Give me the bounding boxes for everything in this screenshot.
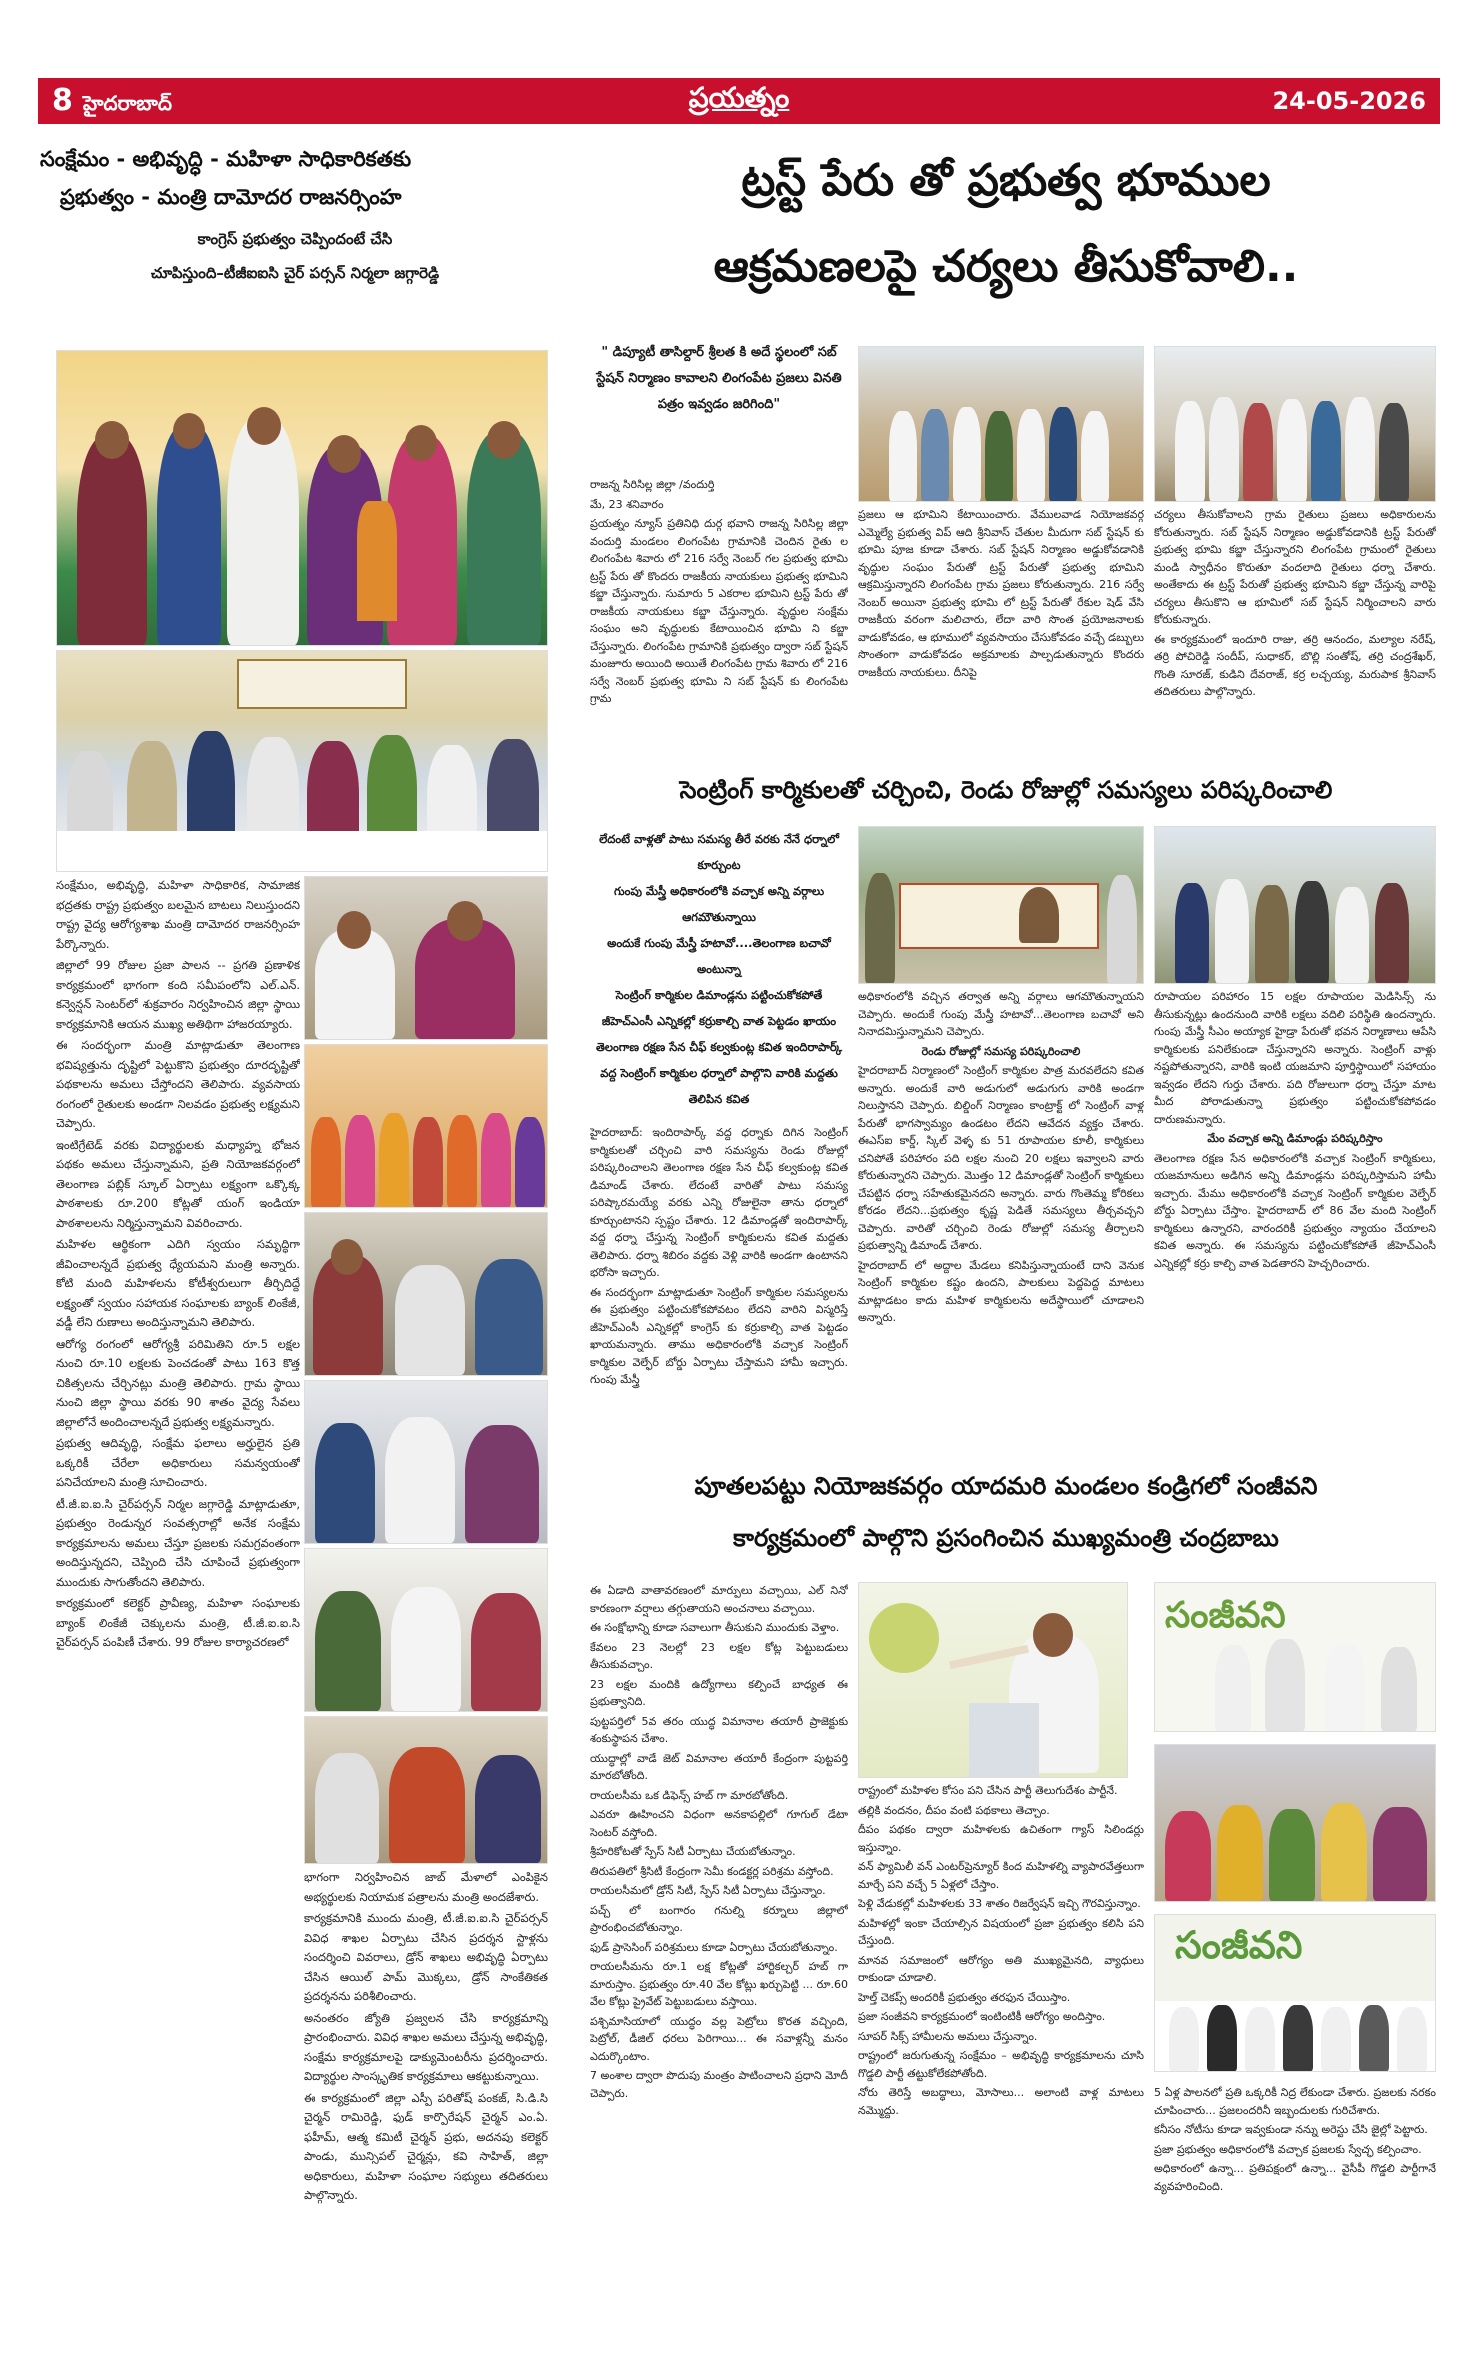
trust-col3 xyxy=(1154,506,1436,746)
paragraph: రాయలసీమ ఒక డిఫెన్స్ హబ్ గా మారబోతోంది. xyxy=(590,1788,789,1802)
paragraph: సూపర్ సిక్స్ హామీలను అమలు చేస్తున్నాం. xyxy=(858,2029,1038,2043)
photo-trust-petition-2 xyxy=(1154,346,1436,502)
trust-headline-line1: ట్రస్ట్ పేరు తో ప్రభుత్వ భూముల xyxy=(741,155,1271,206)
trust-headline xyxy=(576,138,1436,318)
paragraph: అనంతరం జ్యోతి ప్రజ్వలన చేసి కార్యక్రమాన్ని ప్రారంభించారు. వివిధ శాఖల అమలు చేస్తున్న అభివృద్ధి, సంక్షేమ కార్యక్రమాలపై డాక్యుమెంటరీను ప్రదర్శించారు. విద్యార్థుల సాంస్కృతిక కార్యక్రమాలు ఆకట్టుకున్నాయి. xyxy=(304,2010,548,2083)
photo-trust-petition-1 xyxy=(858,346,1144,502)
paragraph: ఈ సందర్భంగా మాట్లాడుతూ సెంట్రింగ్ కార్మికుల సమస్యలను ఈ ప్రభుత్వం పట్టించుకోకపోవటం లేదని వారిని విస్మరిస్తే జీహెచ్ఎంసీ ఎన్నికల్లో కాంగ్రెస్ కు కర్రుకాల్చి వాత పెట్టడం ఖాయమన్నారు. తాము అధికారంలోకి వచ్చాక సెంట్రింగ్ కార్మికుల వెల్ఫేర్ బోర్డు ఏర్పాటు చేస్తామని హామీ ఇచ్చారు. గుంపు మేస్త్రీ xyxy=(590,1285,848,1386)
left-story-col2 xyxy=(304,1868,548,2286)
paragraph: తెలంగాణ రక్షణ సేన అధికారంలోకి వచ్చాక సెంట్రింగ్ కార్మికులు, యజమానులు అడిగిన అన్ని డిమాండ్లను పరిష్కరిస్తామని హామీ ఇచ్చారు. మేము అధికారంలోకి వచ్చాక సెంట్రింగ్ కార్మికుల వెల్ఫేర్ బోర్డు ఏర్పాటు చేస్తాం. హైదరాబాద్ లో 86 వేల మంది సెంట్రింగ్ కార్మికులు ఉన్నారని, వారందరికీ ప్రభుత్వం న్యాయం చేయాలని కవిత అన్నారు. ఈ సమస్యను పట్టించుకోకపోతే జీహెచ్ఎంసీ ఎన్నికల్లో కర్రు కాల్చి వాత పెడతారని హెచ్చరించారు. xyxy=(1154,1151,1436,1270)
photo-stack-3 xyxy=(304,1212,548,1376)
photo-lamp-lighting xyxy=(56,350,548,646)
paragraph: 7 అంశాల ద్వారా పొదుపు మంత్రం పాటించాలని ప్రధాని మోదీ చెప్పారు. xyxy=(590,2069,848,2100)
paragraph: అధికారంలోకి వచ్చిన తర్వాత అన్ని వర్గాలు ఆగమౌతున్నాయని చెప్పారు. అందుకే గుంపు మేస్త్రీ హటావో...తెలంగాణ బచావో అని నినాదమిస్తున్నామని చెప్పారు. xyxy=(858,990,1144,1038)
cm-col2 xyxy=(858,1782,1144,2286)
paragraph: రాయలసీమను రూ.1 లక్ష కోట్లతో హార్టికల్చర్ హబ్ గా మారుస్తాం. ప్రభుత్వం రూ.40 వేల కోట్లు ఖర్చుపెట్టి ... రూ.60 వేల కోట్లు ప్రైవేట్ పెట్టుబడులు వస్తాయి. xyxy=(590,1960,848,2008)
trust-pull-quote xyxy=(590,340,848,470)
paragraph: సంక్షేమం, అభివృద్ధి, మహిళా సాధికారిక, సామాజిక భద్రతకు రాష్ట్ర ప్రభుత్వం బలమైన బాటలు నిలుస్తుందని రాష్ట్ర వైద్య ఆరోగ్యశాఖ మంత్రి దామోదర రాజనర్సింహ పేర్కొన్నారు. xyxy=(56,878,300,951)
paragraph: శ్రీహరికోటతో స్పేస్ సిటీ ఏర్పాటు చేయబోతున్నాం. xyxy=(590,1845,796,1858)
paragraph: యుద్ధాల్లో వాడే జెట్ విమానాల తయారీ కేంద్రంగా పుట్టపర్తి మారబోతోంది. xyxy=(590,1751,848,1782)
paragraph: ఈ కార్యక్రమంలో జిల్లా ఎస్పీ పరితోష్ పంకజ్, సి.డి.సి చైర్మన్ రామిరెడ్డి, ఫుడ్ కార్పొరేషన్ చైర్మన్ ఎం.ఏ. ఫహీమ్, ఆత్మ కమిటీ చైర్మన్ ప్రభు, అదనపు కలెక్టర్ పాండు, మున్సిపల్ చైర్మన్లు, కవి సాహిత్, జిల్లా అధికారులు, మహిళా సంఘాల సభ్యులు తదితరులు పాల్గొన్నారు. xyxy=(304,2090,548,2202)
edition-date: 24-05-2026 xyxy=(1272,87,1426,115)
left-headline-line1: సంక్షేమం - అభివృద్ధి - మహిళా సాధికారికతకు xyxy=(40,147,412,171)
paragraph: కేవలం 23 నెలల్లో 23 లక్షల కోట్ల పెట్టుబడులు తీసుకువచ్చాం. xyxy=(590,1640,848,1671)
centering-headline xyxy=(576,766,1436,814)
paragraph: నోరు తెరిస్తే అబద్ధాలు, మోసాలు... అలాంటి వాళ్ల మాటలు నమ్మొద్దు. xyxy=(858,2086,1144,2117)
pull-quote-text: " డిప్యూటీ తాసిల్దార్ శ్రీలత కి అదే స్థలంలో సబ్ స్టేషన్ నిర్మాణం కావాలని లింగంపేట ప్రజలు వినతి పత్రం ఇవ్వడం జరిగింది" xyxy=(596,345,842,412)
sanjeevani-banner-1: సంజీవని xyxy=(1165,1595,1286,1636)
subheading: మేం వచ్చాక అన్ని డిమాండ్లు పరిష్కరిస్తాం xyxy=(1207,1132,1383,1145)
paragraph: తిరుపతిలో శ్రీసిటీ కేంద్రంగా సెమీ కండక్టర్ల పరిశ్రమ వస్తోంది. xyxy=(590,1864,834,1878)
left-story-col1 xyxy=(56,876,300,2286)
trust-col2 xyxy=(858,506,1144,746)
paragraph: మహిళల ఆర్థికంగా ఎదిగి స్వయం సమృద్ధిగా జీవించాలన్నదే ప్రభుత్వ ధ్యేయమని మంత్రి అన్నారు. కోటి మంది మహిళలను కోటీశ్వరులుగా తీర్చిదిద్దే లక్ష్యంతో స్వయం సహాయక సంఘాలకు బ్యాంక్ లింకేజీ, వడ్డీ లేని రుణాలు అందిస్తున్నామని తెలిపారు. xyxy=(56,1237,300,1329)
highlight-item: అందుకే గుంపు మేస్త్రీ హటావో....తెలంగాణ బచావో అంటున్నా xyxy=(607,936,831,976)
photo-cm-stage xyxy=(1154,1582,1436,1732)
left-subhead-line2: చూపిస్తుంది–టీజీఐఐసి చైర్ పర్సన్ నిర్మలా జగ్గారెడ్డి xyxy=(150,264,440,282)
photo-cm-speech xyxy=(858,1582,1128,1778)
centering-headline-text: సెంట్రింగ్ కార్మికులతో చర్చించి, రెండు రోజుల్లో సమస్యలు పరిష్కరించాలి xyxy=(679,776,1333,804)
paragraph: 23 లక్షల మందికి ఉద్యోగాలు కల్పించే బాధ్యత ఈ ప్రభుత్వానిది. xyxy=(590,1677,848,1708)
paragraph: హైదరాబాద్ లో అద్దాల మేడలు కనిపిస్తున్నాయంటే దాని వెనుక సెంట్రింగ్ కార్మికుల కష్టం ఉందని, పాలకులు పెద్దపెద్ద మాటలు మాట్లాడటం కాదు మహిళ కార్మికులను అదేస్థాయిలో చూడాలని అన్నారు. xyxy=(858,1258,1144,1324)
trust-col1 xyxy=(590,476,848,746)
cm-col1 xyxy=(590,1582,848,2286)
left-subhead xyxy=(40,222,550,296)
paragraph: రాష్ట్రంలో మహిళల కోసం పని చేసిన పార్టీ తెలుగుదేశం పార్టీనే. xyxy=(858,1784,1118,1797)
centering-col1 xyxy=(590,1124,848,1426)
dateline-date: మే, 23 శనివారం xyxy=(590,497,664,511)
paragraph: జిల్లాలో 99 రోజుల ప్రజా పాలన -- ప్రగతి ప్రణాళిక కార్యక్రమంలో భాగంగా కంది సమీపంలోని ఎల్.ఎన్. కన్వెన్షన్ సెంటర్‌లో శుక్రవారం నిర్వహించిన జిల్లా స్థాయి కార్యక్రమానికి ఆయన ముఖ్య అతిథిగా హాజరయ్యారు. xyxy=(56,958,300,1031)
paragraph: ఆరోగ్య రంగంలో ఆరోగ్యశ్రీ పరిమితిని రూ.5 లక్షల నుంచి రూ.10 లక్షలకు పెంచడంతో పాటు 163 కొత్త చికిత్సలను చేర్చినట్లు మంత్రి తెలిపారు. గ్రామ స్థాయి నుంచి జిల్లా స్థాయి వరకు 90 శాతం వైద్య సేవలు జిల్లాలోనే అందించాలన్నదే ప్రభుత్వ లక్ష్యమన్నారు. xyxy=(56,1336,300,1429)
paragraph: రూపాయల పరిహారం 15 లక్షల రూపాయల మెడిసిన్స్ ను తీసుకున్నట్లు ఉందనుంది వారికి లక్షలు వదిలి పరిస్థితి ఉందన్నారు. గుంపు మేస్త్రీ సీఎం అయ్యాక హైడ్రా పేరుతో భవన నిర్మాణాలు ఆపేసి కార్మికులకు పనిలేకుండా చేస్తున్నారని అన్నారు. సెంట్రింగ్ వాళ్లు నష్టపోతున్నారని, వారికి ఇంటి యజమాని పూర్తిస్థాయిలో సహాయం ఇవ్వడం లేదని గుర్తు చేశారు. పది రోజులుగా ధర్నా చేస్తూ మాట మీద పోరాడుతున్నా ప్రభుత్వం పట్టించుకోకపోవడం దారుణమన్నారు. xyxy=(1154,990,1436,1126)
left-headline-line2: ప్రభుత్వం - మంత్రి దామోదర రాజనర్సింహ xyxy=(60,185,402,209)
page-number: 8 xyxy=(52,82,73,118)
left-subhead-line1: కాంగ్రెస్ ప్రభుత్వం చెప్పిందంటే చేసి xyxy=(197,230,393,248)
paragraph: ప్రజా సంజీవని కార్యక్రమంలో ఇంటింటికీ ఆరోగ్యం అందిస్తాం. xyxy=(858,2010,1106,2023)
paragraph: రాష్ట్రంలో జరుగుతున్న సంక్షేమం – అభివృద్ధి కార్యక్రమాలను చూసి గొడ్డలి పార్టీ తట్టుకోలేకపోతోంది. xyxy=(858,2049,1144,2080)
centering-col2 xyxy=(858,988,1144,1426)
photo-centering-dharna-2 xyxy=(1154,826,1436,984)
paragraph: హైదరాబాద్ నిర్మాణంలో సెంట్రింగ్ కార్మికుల పాత్ర మరవలేదని కవిత అన్నారు. అందుకే వారి అడుగులో అడుగుగు వారికి అండగా నిలుస్తానని చెప్పారు. బిల్డింగ్ నిర్మాణం కాంట్రాక్ట్ లో సెంట్రింగ్ వాళ్ల పేరుతో భాగస్వామ్యం ఉండటం లేదని ఆవేదన వ్యక్తం చేశారు. ఈఎస్ఐ కార్డ్, స్కిల్ వెళ్ళ కు 51 రూపాయల కూలీ, కార్మికులు చనిపోతే పరిహారం పది లక్షల నుంచి 20 లక్షలు ఇవ్వాలని వారు కోరుతున్నారని చెప్పారు. మొత్తం 12 డిమాండ్లతో సెంట్రింగ్ కార్మికులు చేపట్టిన ధర్నా సహేతుకమైనదని అన్నారు. వారు గొంతెమ్మ కోరికలు కోరడం లేదని...ప్రభుత్వం కృష్ణ పెడితే సమస్యలు తీర్చవచ్చని చెప్పారు. వారితో చర్చించి రెండు రోజుల్లో సమస్య తీర్చాలని ప్రభుత్వాన్ని డిమాండ్ చేశారు. xyxy=(858,1064,1144,1252)
photo-centering-dharna-1 xyxy=(858,826,1144,984)
subheading: రెండు రోజుల్లో సమస్య పరిష్కరించాలి xyxy=(921,1044,1081,1058)
highlight-item: లేదంటే వాళ్లతో పాటు సమస్య తీరే వరకు నేనే ధర్నాలో కూర్చుంట xyxy=(599,832,839,872)
paragraph: ఎవరూ ఊహించని విధంగా అనకాపల్లిలో గూగుల్ డేటా సెంటర్ వస్తోంది. xyxy=(590,1808,848,1839)
paragraph: ఈ సందర్భంగా మంత్రి మాట్లాడుతూ తెలంగాణ భవిష్యత్తును దృష్టిలో పెట్టుకొని ప్రభుత్వం దూరదృష్టితో పథకాలను అమలు చేస్తోందని తెలిపారు. వ్యవసాయ రంగంలో రైతులకు అండగా నిలవడం ప్రభుత్వ లక్ష్యమని చెప్పారు. xyxy=(56,1038,300,1130)
paragraph: చర్యలు తీసుకోవాలని గ్రామ రైతులు ప్రజలు అధికారులను కోరుతున్నారు. సబ్ స్టేషన్ నిర్మాణం అడ్డుకోవడానికి ట్రస్ట్ పేరుతో ప్రభుత్వ భూమి కబ్జా చేస్తున్నారని లింగంపేట గ్రామంలో రైతులు మండి స్వాధీనం కొరుతూ వందలాది రైతులు ధర్నా చేశారు. అంతేకాదు ఈ ట్రస్ట్ పేరుతో ప్రభుత్వ భూమిని కబ్జా చేస్తున్న వారిపై చర్యలు తీసుకొని ఆ భూమిలో సబ్ స్టేషన్ నిర్మించాలని వారు కోరుకున్నారు. xyxy=(1154,508,1436,626)
paragraph: ఈ సంక్షోభాన్ని కూడా సవాలుగా తీసుకుని ముందుకు వెళ్తాం. xyxy=(590,1621,840,1634)
photo-stack-5 xyxy=(304,1548,548,1712)
masthead-left xyxy=(52,83,172,120)
photo-stack-2 xyxy=(304,1044,548,1208)
paragraph: అధికారంలో ఉన్నా... ప్రతిపక్షంలో ఉన్నా... వైసీపీ గొడ్డలి పార్టీగానే వ్యవహరించింది. xyxy=(1154,2162,1436,2193)
paragraph: టీ.జీ.ఐ.ఐ.సి చైర్‌పర్సన్ నిర్మల జగ్గారెడ్డి మాట్లాడుతూ, ప్రభుత్వం రెండున్నర సంవత్సరాల్లో అనేక సంక్షేమ కార్యక్రమాలను అమలు చేస్తూ ప్రజలకు సమగ్రవంతంగా అందిస్తున్నదని, చెప్పింది చేసి చూపించే ప్రభుత్వంగా ముందుకు సాగుతోందని తెలిపారు. xyxy=(56,1496,300,1589)
paragraph: కార్యక్రమానికి ముందు మంత్రి, టీ.జీ.ఐ.ఐ.సి చైర్‌పర్సన్ వివిధ శాఖల ఏర్పాటు చేసిన ప్రదర్శన స్టాళ్లను సందర్శించి వివరాలు, డ్రోన్ శాఖలు అభివృద్ధి ఏర్పాటు చేసిన ఆయిల్ పామ్ మొక్కలు, డ్రోన్ సాంకేతికత ప్రదర్శనను పరిశీలించారు. xyxy=(304,1911,548,2003)
cm-col3 xyxy=(1154,2084,1436,2286)
paragraph: ప్రయత్నం న్యూస్ ప్రతినిధి దుర్గ భవాని రాజన్న సిరిసిల్ల జిల్లా వందుర్తి మండలం లింగంపేట గ్రామానికి చెందిన రైతు ల లింగంపేట శివారు లో 216 సర్వే నెంబర్ గల ప్రభుత్వ భూమి ట్రస్ట్ పేరు తో కొందరు రాజకీయ నాయకులు ప్రభుత్వ భూమిని కబ్జా చేస్తున్నారు. సుమారు 5 ఎకరాల భూమిని ట్రస్ట్ పేరు తో రాజకీయ నాయకులు కబ్జా చేస్తున్నారు. వృద్ధుల సంక్షేమ సంఘం అని వృద్ధులకు కేటాయించిన భూమి ని కబ్జా చేస్తున్నారు. లింగంపేట గ్రామానికి ప్రభుత్వం ద్వారా సబ్ స్టేషన్ మంజూరు అయింది అయితే లింగంపేట గ్రామ శివారు లో 216 సర్వే నెంబర్ ప్రభుత్వ భూమి ని సబ్ స్టేషన్ కు లింగంపేట గ్రామ xyxy=(590,517,848,705)
paragraph: పుట్టపర్తిలో 5వ తరం యుద్ధ విమానాల తయారీ ప్రాజెక్టుకు శంకుస్థాపన చేశాం. xyxy=(590,1714,848,1745)
paragraph: పశ్చిమాసియాలో యుద్ధం వల్ల పెట్రోలు కొరత వచ్చింది, పెట్రోల్, డీజిల్ ధరలు పెరిగాయి... ఈ సవాళ్లన్నీ మనం ఎదుర్కొంటాం. xyxy=(590,2014,848,2063)
highlight-item: తెలంగాణ రక్షణ సేన చీఫ్ కల్వకుంట్ల కవిత ఇందిరాపార్క్ వద్ద సెంట్రింగ్ కార్మికుల ధర్నాలో పాల్గొని వారికి మద్దతు తెలిపిన కవిత xyxy=(595,1040,843,1106)
paragraph: కనీసం నోటీసు కూడా ఇవ్వకుండా నన్ను అరెస్టు చేసి జైల్లో పెట్టారు. xyxy=(1154,2123,1428,2136)
trust-headline-line2: ఆక్రమణలపై చర్యలు తీసుకోవాలి.. xyxy=(713,241,1299,292)
photo-cm-sanjeevani-board xyxy=(1154,1914,1436,2072)
centering-highlights xyxy=(590,826,848,1116)
paragraph: హైదరాబాద్: ఇందిరాపార్క్ వద్ద ధర్నాకు దిగిన సెంట్రింగ్ కార్మికులతో చర్చించి వారి సమస్యను రెండు రోజుల్లో పరిష్కరించాలని తెలంగాణ రక్షణ సేన చీఫ్ కల్వకుంట్ల కవిత డిమాండ్ చేశారు. లేదంటే వారితో పాటు సమస్య పరిష్కారమయ్యే వరకు ఎన్ని రోజులైనా తాను ధర్నాలో కూర్చుంటానని స్పష్టం చేశారు. 12 డిమాండ్లతో ఇందిరాపార్క్ వద్ద ధర్నా చేస్తున్న సెంట్రింగ్ కార్మికులను కవిత మద్దతు తెలిపారు. ధర్నా శిబిరం వద్దకు వెళ్లి వారికి అండగా ఉంటానని భరోసా ఇచ్చారు. xyxy=(590,1126,848,1279)
paragraph: ఫుడ్ ప్రాసెసింగ్ పరిశ్రమలు కూడా ఏర్పాటు చేయబోతున్నాం. xyxy=(590,1940,838,1954)
highlight-item: గుంపు మేస్త్రీ అధికారంలోకి వచ్చాక అన్ని వర్గాలు ఆగమౌతున్నాయి xyxy=(613,884,825,924)
cm-headline-line1: పూతలపట్టు నియోజకవర్గం యాదమరి మండలం కండ్రిగలో సంజీవని xyxy=(694,1472,1318,1500)
paragraph: ఇంటిగ్రేటెడ్ వరకు విద్యార్థులకు మధ్యాహ్న భోజన పథకం అమలు చేస్తున్నామని, ప్రతి నియోజకవర్గంలో తెలంగాణ పబ్లిక్ స్కూల్ ఏర్పాటు లక్ష్యంగా ఒక్కొక్క పాఠశాలకు రూ.200 కోట్లతో యంగ్ ఇండియా పాఠశాలలను నిర్మిస్తున్నామని వివరించారు. xyxy=(56,1137,300,1230)
newspaper-brand: ప్రయత్నం xyxy=(688,81,790,114)
dateline: రాజన్న సిరిసిల్ల జిల్లా /వందుర్తి xyxy=(590,478,715,491)
paragraph: 5 ఏళ్ల పాలనలో ప్రతి ఒక్కరికీ నిద్ర లేకుండా చేశారు. ప్రజలకు నరకం చూపించారు... ప్రజలందరినీ ఇబ్బందులకు గురిచేశారు. xyxy=(1154,2086,1436,2117)
paragraph: కార్యక్రమంలో కలెక్టర్ ప్రావీణ్య, మహిళా సంఘాలకు బ్యాంక్ లింకేజీ చెక్కులను మంత్రి, టీ.జీ.ఐ.ఐ.సి చైర్‌పర్సన్ పంపిణీ చేశారు. 99 రోజుల కార్యాచరణలో xyxy=(56,1596,300,1649)
paragraph: దీపం పథకం ద్వారా మహిళలకు ఉచితంగా గ్యాస్ సిలిండర్లు ఇస్తున్నాం. xyxy=(858,1823,1144,1854)
centering-col3 xyxy=(1154,988,1436,1426)
paragraph: ప్రభుత్వ ఆదివృద్ధి, సంక్షేమ ఫలాలు అర్హులైన ప్రతి ఒక్కరికీ చేరేలా అధికారులు సమన్వయంతో పనిచేయాలని మంత్రి సూచించారు. xyxy=(56,1436,300,1489)
paragraph: మహిళల్లో ఇంకా చేయాల్సిన విషయంలో ప్రజా ప్రభుత్వం కలిసి పని చేస్తుంది. xyxy=(858,1916,1144,1947)
paragraph: పెళ్లి వేడుకల్లో మహిళలకు 33 శాతం రిజర్వేషన్ ఇచ్చి గౌరవిస్తున్నాం. xyxy=(858,1897,1141,1910)
paragraph: ప్రజా ప్రభుత్వం అధికారంలోకి వచ్చాక ప్రజలకు స్వేచ్ఛ కల్పించాం. xyxy=(1154,2142,1422,2156)
photo-cm-audience xyxy=(1154,1744,1436,1902)
paragraph: మానవ సమాజంలో ఆరోగ్యం అతి ముఖ్యమైనది, వ్యాధులు రాకుండా చూడాలి. xyxy=(858,1953,1144,1984)
photo-stack-4 xyxy=(304,1380,548,1544)
photo-stack-1 xyxy=(304,876,548,1040)
photo-dais xyxy=(56,650,548,872)
cm-headline-line2: కార్యక్రమంలో పాల్గొని ప్రసంగించిన ముఖ్యమంత్రి చంద్రబాబు xyxy=(733,1524,1279,1552)
masthead-bar xyxy=(38,78,1440,124)
paragraph: భాగంగా నిర్వహించిన జాబ్ మేళాలో ఎంపికైన అభ్యర్థులకు నియామక పత్రాలను మంత్రి అందజేశారు. xyxy=(304,1870,548,1904)
paragraph: తల్లికి వందనం, దీపం వంటి పథకాలు తెచ్చాం. xyxy=(858,1803,1050,1817)
paragraph: పచ్చ్ లో బంగారం గనుల్ని కర్నూలు జిల్లాలో ప్రారంభించబోతున్నాం. xyxy=(590,1903,848,1934)
edition-city: హైదరాబాద్ xyxy=(82,90,172,115)
paragraph: రాయలసీమలో డ్రోన్ సిటీ, స్పేస్ సిటీ ఏర్పాటు చేస్తున్నాం. xyxy=(590,1884,826,1897)
paragraph: హెల్త్ చెకప్స్ అందరికీ ప్రభుత్వం తరఫున చేయిస్తాం. xyxy=(858,1990,1071,2004)
highlight-item: సెంట్రింగ్ కార్మికుల డిమాండ్లను పట్టించుకోకపోతే జీహెచ్ఎంసీ ఎన్నికల్లో కర్రుకాల్చి వాత పెట్టడం ఖాయం xyxy=(601,988,837,1028)
cm-headline xyxy=(576,1460,1436,1570)
sanjeevani-banner-2: సంజీవని xyxy=(1175,1923,1303,1967)
photo-stack-6 xyxy=(304,1716,548,1864)
paragraph: ప్రజలు ఆ భూమిని కేటాయించారు. వేములవాడ నియోజకవర్గ ఎమ్మెల్యే ప్రభుత్వ విప్ ఆది శ్రీనివాస్ చేతుల మీదుగా సబ్ స్టేషన్ కు భూమి పూజ కూడా చేశారు. సబ్ స్టేషన్ నిర్మాణం అడ్డుకోవడానికి వృద్ధుల సంఘం పేరుతో ట్రస్ట్ పేరుతో ప్రభుత్వ భూమిని ఆక్రమిస్తున్నారని లింగంపేట గ్రామ ప్రజలు కోరుతున్నారు. 216 సర్వే నెంబర్ అయినా ప్రభుత్వ భూమి లో ట్రస్ట్ పేరుతో రేకుల షెడ్ వేసి రాజకీయ వరంగా మలిచారు, లేదా వారి సొంత ప్రయోజనాలకు వాడుకోవడం, ఆ భూములో వ్యవసాయం చేసుకోవడం వచ్చే డబ్బులు సొంతంగా వాడుకోవడం అక్రమాలకు పాల్పడుతున్నారు కొందరు రాజకీయ నాయకులు. దీనిపై xyxy=(858,508,1144,679)
paragraph: వన్ ఫ్యామిలీ వన్ ఎంటర్‌ప్రెన్యూర్ కింద మహిళల్ని వ్యాపారవేత్తలుగా మార్చే పని వచ్చే 5 ఏళ్లలో చేస్తాం. xyxy=(858,1860,1144,1891)
paragraph: ఈ ఏడాది వాతావరణంలో మార్పులు వచ్చాయి, ఎల్ నినో కారణంగా వర్షాలు తగ్గుతాయని అంచనాలు వచ్చాయి. xyxy=(590,1584,848,1615)
paragraph: ఈ కార్యక్రమంలో ఇందూరి రాజు, తర్రి ఆనందం, మల్యాల నరేష్, తర్రి పోచిరెడ్డి సందీప్, సుధాకర్, బొల్లి సంతోష్, తర్రి చంద్రశేఖర్, గొంతి సూరజ్, కుడిని దేవరాజ్, కర్ర లచ్చయ్య, మరుపాక శ్రీనివాస్ తదితరులు పాల్గొన్నారు. xyxy=(1154,632,1436,698)
